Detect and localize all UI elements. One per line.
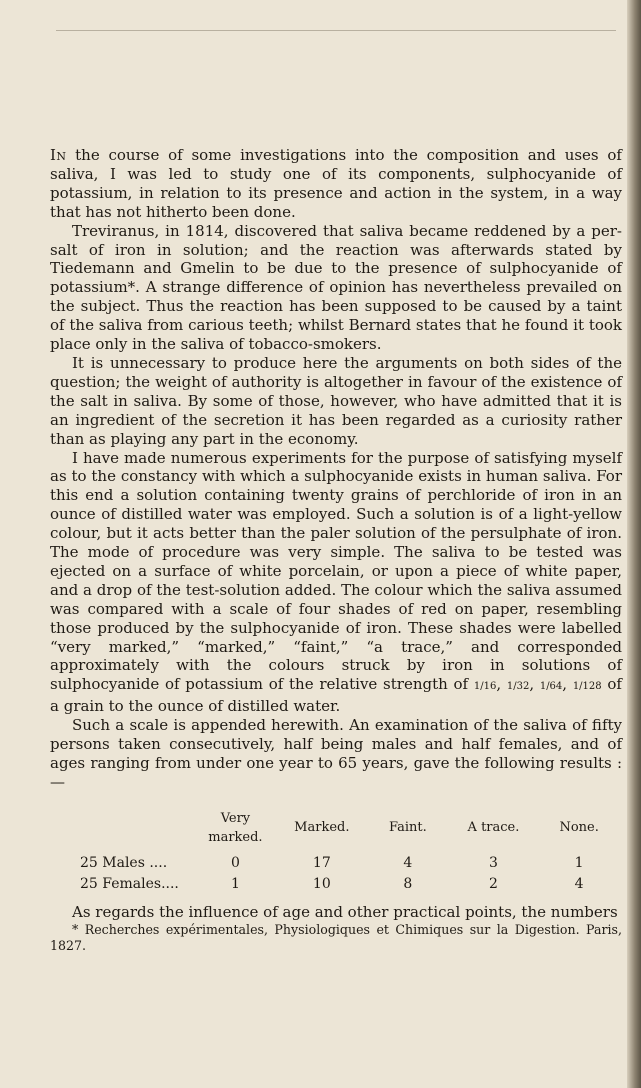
results-header-row [80,810,622,854]
fraction-4: 1/128 [572,681,602,693]
page-body [50,146,622,954]
header-blank [80,810,192,854]
paragraph-1-text: the course of some investigations into the composition and uses of saliva, I was led to study one of its components, sulphocyanide of potassium, in relation to its presence and action in the system, in a way that has not hitherto been done. [50,146,622,221]
table-row [80,854,622,875]
table-cell: 4 [574,875,584,892]
results-table [80,810,622,896]
fraction-1: 1/16 [473,681,497,693]
table-cell: 8 [403,875,413,892]
header-a-trace: A trace. [467,820,520,836]
table-cell: 17 [312,854,331,871]
dropcap: In [50,146,67,164]
page-edge [627,0,641,1088]
fraction-2: 1/32 [506,681,530,693]
fraction-3: 1/64 [539,681,563,693]
top-rule [56,30,616,31]
paragraph-4-text-before: I have made numerous experiments for the purpose of satisfying myself as to the constancy with which a sulphocyanide exists in human saliva. For this end a solution containing twenty grains of perchloride of iron in an ounce of distilled water was employed. Such a solution is of a light-yellow colour, but it acts better than the paler solution of the persulphate of iron. The mode of procedure was very simple. The saliva to be tested was ejected on a surface of white porcelain, or upon a piece of white paper, and a drop of the test-solution added. The colour which the saliva assumed was compared with a scale of four shades of red on paper, resembling those produced by the sulphocyanide of iron. These shades were labelled “very marked,” “marked,” “faint,” “a trace,” and corresponded approximately with the colours struck by iron in solutions of sulphocyanide of potassium of the relative strength of [50,448,622,694]
table-cell: 1 [230,875,240,892]
paragraph-3: It is unnecessary to produce here the arguments on both sides of the question; the weight of authority is altogether in favour of the existence of the salt in saliva. By some of those, however, who have admitted that it is an ingredient of the secretion it has been regarded as a curiosity rather than as playing any part in the economy. [50,353,622,448]
row-label-males: 25 Males .... [80,854,168,871]
row-label-females: 25 Females.... [80,875,179,892]
paragraph-2: Treviranus, in 1814, discovered that saliva became reddened by a per-salt of iron in solution; and the reaction was afterwards stated by Tiedemann and Gmelin to be due to the presence of sulphocyanide of potassium*. A strange difference of opinion has nevertheless prevailed on the subject. Thus the reaction has been supposed to be caused by a taint of the saliva from carious teeth; whilst Bernard states that he found it took place only in the saliva of tobacco-smokers. [50,221,622,354]
table-row [80,875,622,896]
paragraph-1 [50,146,622,222]
closing-paragraph: As regards the influence of age and other practical points, the numbers [72,903,618,922]
table-cell: 1 [574,854,584,871]
table-cell: 0 [230,854,240,871]
header-marked: Marked. [294,820,350,836]
table-cell: 10 [312,875,331,892]
table-cell: 4 [403,854,413,871]
header-very-marked: Very marked. [208,810,263,845]
footnote: * Recherches expérimentales, Physiologiques et Chimiques sur la Digestion. Paris, 1827. [50,922,622,954]
table-cell: 2 [489,875,498,892]
paragraph-5: Such a scale is appended herewith. An examination of the saliva of fifty persons taken consecutively, half being males and half females, and of ages ranging from under one year to 65 years, gave the following results :— [50,716,622,791]
header-none: None. [559,820,599,836]
paragraph-4-text-after: of a grain to the ounce of distilled water. [50,675,622,716]
paragraph-4: I have made numerous experiments for the purpose of satisfying myself as to the constancy with which a sulphocyanide exists in human saliva. For this end a solution containing twenty grains of perchloride of iron in an ounce of distilled water was employed. Such a solution is of a light-yellow colour, but it acts better than the paler solution of the persulphate of iron. The mode of procedure was very simple. The saliva to be tested was ejected on a surface of white porcelain, or upon a piece of white paper, and a drop of the test-solution added. The colour which the saliva assumed was compared with a scale of four shades of red on paper, resembling those produced by the sulphocyanide of iron. These shades were labelled “very marked,” “marked,” “faint,” “a trace,” and corresponded approximately with the colours struck by iron in solutions of sulphocyanide of potassium of the relative strength of 1/16, 1/32, 1/64, 1/128 of a grain to the ounce of distilled water. [50,448,622,716]
header-faint: Faint. [388,820,427,836]
table-cell: 3 [489,854,498,871]
